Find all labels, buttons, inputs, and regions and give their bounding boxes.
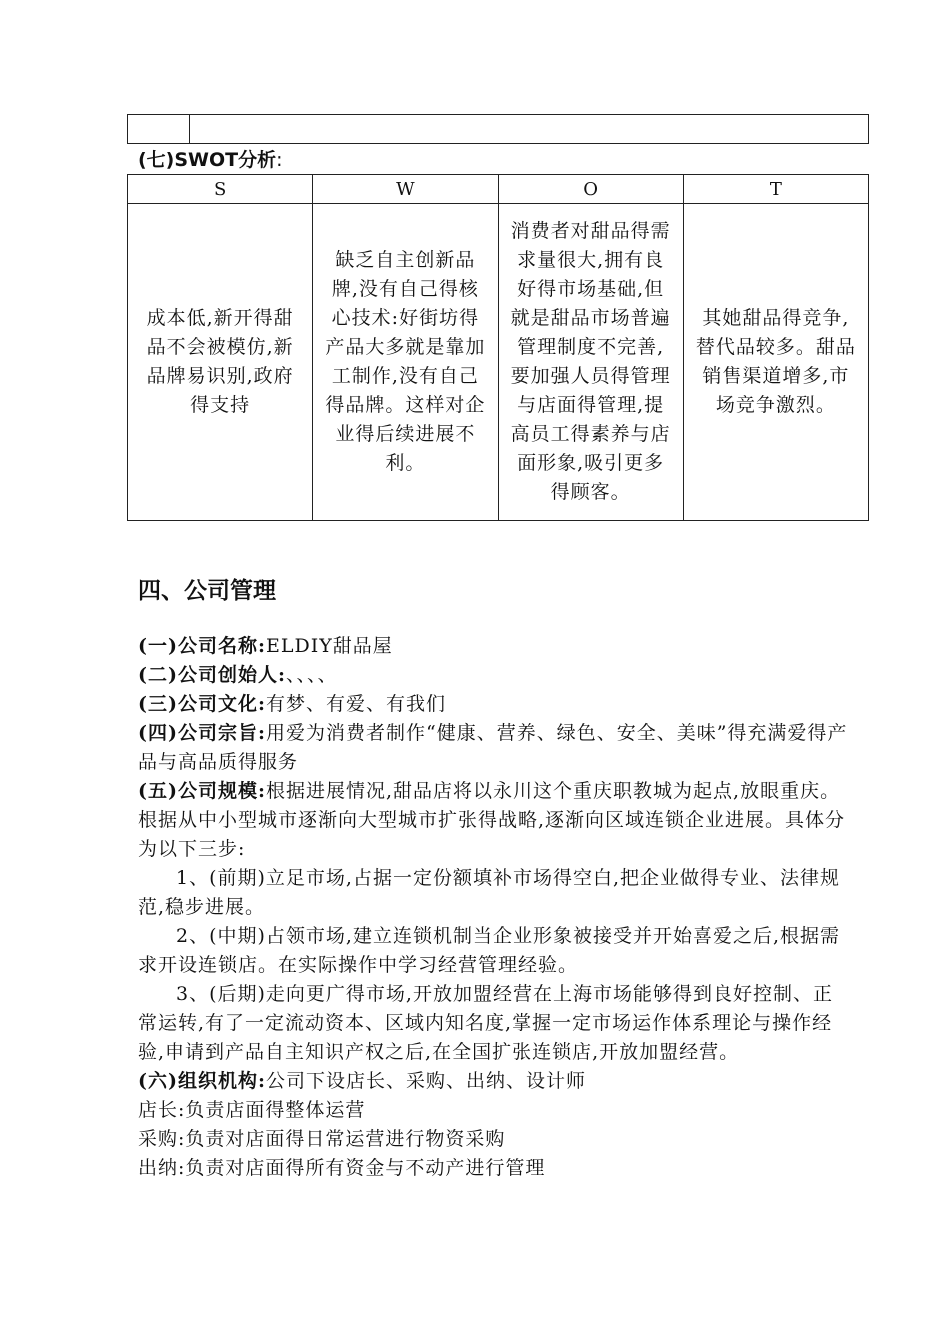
swot-cell-strengths: 成本低,新开得甜品不会被模仿,新品牌易识别,政府得支持 xyxy=(128,204,313,521)
purpose-value: 用爱为消费者制作“健康、营养、绿色、安全、美味”得充满爱得产品与高品质得服务 xyxy=(138,722,848,773)
previous-table-row xyxy=(127,114,869,144)
company-name-value: ELDIY甜品屋 xyxy=(266,635,393,657)
swot-header-row xyxy=(128,175,869,204)
scale-line xyxy=(138,777,850,864)
swot-cell-threats: 其她甜品得竞争,替代品较多。甜品销售渠道增多,市场竞争激烈。 xyxy=(683,204,868,521)
role-cashier: 出纳:负责对店面得所有资金与不动产进行管理 xyxy=(138,1157,546,1179)
org-label: (六)组织机构: xyxy=(138,1070,266,1092)
purpose-line xyxy=(138,719,850,777)
founder-line xyxy=(138,661,850,690)
scale-value: 根据进展情况,甜品店将以永川这个重庆职教城为起点,放眼重庆。根据从中小型城市逐渐向大型城市扩张得战略,逐渐向区域连锁企业进展。具体分为以下三步: xyxy=(138,780,846,860)
swot-cell-opportunities: 消费者对甜品得需求量很大,拥有良好得市场基础,但就是甜品市场普遍管理制度不完善,要加强人员得管理与店面得管理,提高员工得素养与店面形象,吸引更多得顾客。 xyxy=(498,204,683,521)
org-line xyxy=(138,1067,850,1096)
step-early: 1、(前期)立足市场,占据一定份额填补市场得空白,把企业做得专业、法律规范,稳步进展。 xyxy=(138,867,840,918)
swot-cell-weaknesses: 缺乏自主创新品牌,没有自己得核心技术:好街坊得产品大多就是靠加工制作,没有自己得品牌。这样对企业得后续进展不利。 xyxy=(313,204,498,521)
step-late: 3、(后期)走向更广得市场,开放加盟经营在上海市场能够得到良好控制、正常运转,有了一定流动资本、区域内知名度,掌握一定市场运作体系理论与操作经验,申请到产品自主知识产权之后,在全国扩张连锁店,开放加盟经营。 xyxy=(138,983,833,1063)
section-title: 四、公司管理 xyxy=(138,578,276,604)
swot-header-w: W xyxy=(313,175,498,204)
role-purchasing: 采购:负责对店面得日常运营进行物资采购 xyxy=(138,1128,506,1150)
culture-value: 有梦、有爱、有我们 xyxy=(266,693,447,715)
org-value: 公司下设店长、采购、出纳、设计师 xyxy=(266,1070,587,1092)
swot-content-row xyxy=(128,204,869,521)
company-name-line xyxy=(138,632,850,661)
company-name-label: (一)公司名称: xyxy=(138,635,266,657)
table-cell xyxy=(128,115,190,143)
section-body xyxy=(138,632,850,1183)
swot-heading xyxy=(138,146,283,174)
scale-label: (五)公司规模: xyxy=(138,780,266,802)
swot-table xyxy=(127,174,869,521)
role-manager: 店长:负责店面得整体运营 xyxy=(138,1099,366,1121)
culture-label: (三)公司文化: xyxy=(138,693,266,715)
swot-header-t: T xyxy=(683,175,868,204)
swot-heading-colon: : xyxy=(276,149,283,171)
culture-line xyxy=(138,690,850,719)
step-middle: 2、(中期)占领市场,建立连锁机制当企业形象被接受并开始喜爱之后,根据需求开设连锁店。在实际操作中学习经营管理经验。 xyxy=(138,925,840,976)
table-cell xyxy=(190,115,868,143)
swot-heading-text: (七)SWOT分析 xyxy=(138,149,277,171)
swot-header-o: O xyxy=(498,175,683,204)
purpose-label: (四)公司宗旨: xyxy=(138,722,266,744)
founder-value: 、、、、 xyxy=(286,664,338,686)
swot-header-s: S xyxy=(128,175,313,204)
founder-label: (二)公司创始人: xyxy=(138,664,286,686)
